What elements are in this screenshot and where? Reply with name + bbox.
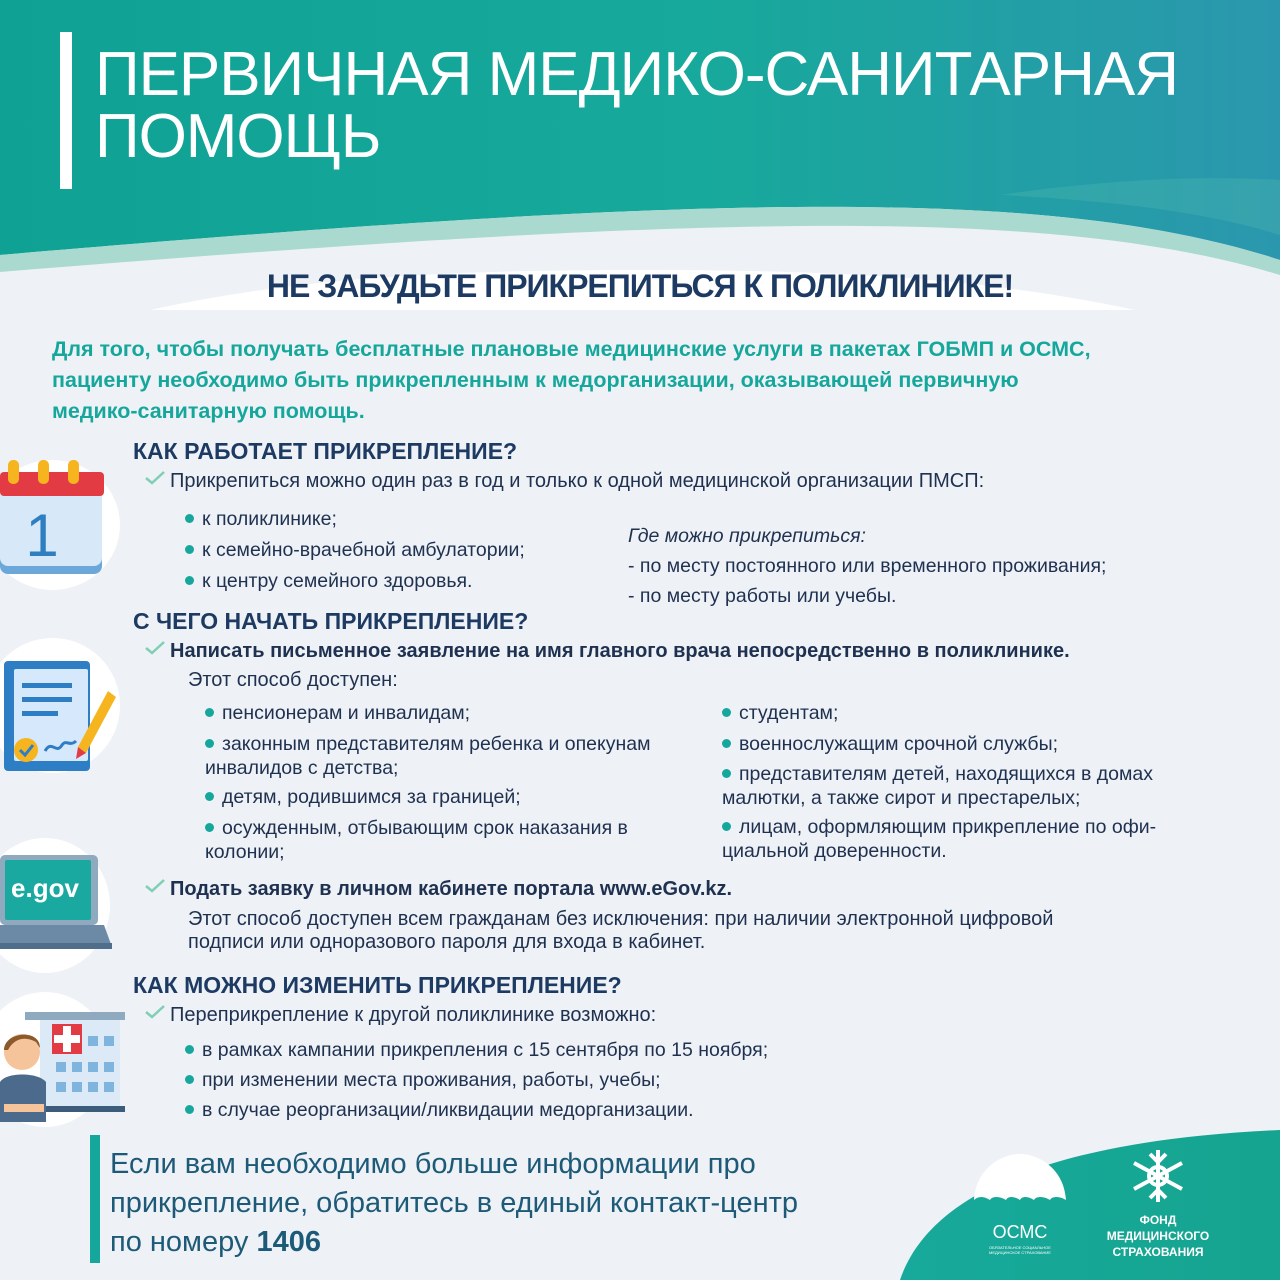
section2-left-list	[205, 701, 705, 864]
section2-sub2: Этот способ доступен всем гражданам без исключения: при наличии электронной цифровой подписи или одноразового пароля для входа в кабинет.	[188, 908, 1054, 953]
calendar-icon	[0, 460, 110, 580]
checkmark-icon	[145, 641, 165, 655]
bullet-icon	[185, 1045, 194, 1054]
bullet-icon	[722, 822, 731, 831]
section2-check-item	[145, 640, 1070, 663]
bullet-icon	[722, 739, 731, 748]
section1-heading: КАК РАБОТАЕТ ПРИКРЕПЛЕНИЕ?	[133, 438, 518, 464]
list-item-continued: малютки, а также сирот и престарелых;	[722, 787, 1081, 809]
list-item: осужденным, отбывающим срок наказания в	[205, 816, 705, 840]
bullet-icon	[205, 823, 214, 832]
contact-phone: 1406	[256, 1226, 321, 1258]
checkmark-icon	[145, 471, 165, 485]
list-item-continued: колонии;	[205, 841, 285, 863]
intro-paragraph	[52, 334, 1232, 427]
calendar-number: 1	[25, 502, 59, 569]
osms-logo-small-text: ОБЯЗАТЕЛЬНОЕ СОЦИАЛЬНОЕ МЕДИЦИНСКОЕ СТРАХОВАНИЕ	[989, 1245, 1051, 1255]
fund-snowflake-logo	[1128, 1148, 1188, 1204]
bullet-icon	[185, 1075, 194, 1084]
list-item: к центру семейного здоровья.	[185, 569, 525, 600]
list-item: представителям детей, находящихся в домах	[722, 762, 1222, 786]
bullet-icon	[205, 739, 214, 748]
section2-check-text: Написать письменное заявление на имя главного врача непосредственно в поликлинике.	[170, 640, 1070, 662]
where-list	[628, 554, 1106, 614]
bullet-icon	[185, 1105, 194, 1114]
section3-check-item	[145, 1004, 656, 1027]
bullet-icon	[185, 514, 194, 523]
list-item: детям, родившимся за границей;	[205, 785, 705, 816]
bullet-icon	[185, 576, 194, 585]
list-item: при изменении места проживания, работы, учебы;	[185, 1068, 768, 1098]
list-item: в случае реорганизации/ликвидации медорганизации.	[185, 1098, 768, 1128]
bullet-icon	[722, 708, 731, 717]
page-title-line2: ПОМОЩЬ	[95, 102, 381, 171]
list-item: студентам;	[722, 701, 1222, 732]
bullet-icon	[205, 708, 214, 717]
egov-laptop-icon	[0, 855, 112, 955]
fund-logo-text: ФОНД МЕДИЦИНСКОГО СТРАХОВАНИЯ	[1106, 1213, 1210, 1259]
bullet-icon	[205, 792, 214, 801]
checkmark-icon	[145, 1005, 165, 1019]
osms-logo-text: ОСМС	[992, 1222, 1048, 1242]
footer-contact-text: Если вам необходимо больше информации про прикрепление, обратитесь в единый контакт-центр по номеру 1406	[110, 1148, 798, 1258]
where-item: - по месту постоянного или временного проживания;	[628, 555, 1107, 577]
section2-right-list	[722, 701, 1222, 863]
section3-list	[185, 1038, 768, 1128]
list-item: пенсионерам и инвалидам;	[205, 701, 705, 732]
where-title: Где можно прикрепиться:	[628, 525, 866, 547]
osms-umbrella-logo	[972, 1150, 1068, 1205]
intro-line2: пациенту необходимо быть прикрепленным к медорганизации, оказывающей первичную	[52, 368, 1019, 392]
section2-sub: Этот способ доступен:	[188, 669, 398, 691]
intro-line1: Для того, чтобы получать бесплатные плановые медицинские услуги в пакетах ГОБМП и ОСМС,	[52, 337, 1091, 361]
list-item: лицам, оформляющим прикрепление по офи-	[722, 815, 1222, 839]
section1-check-item	[145, 470, 984, 493]
section2-check2-item	[145, 878, 732, 901]
list-item: военнослужащим срочной службы;	[722, 732, 1222, 762]
section2-heading: С ЧЕГО НАЧАТЬ ПРИКРЕПЛЕНИЕ?	[133, 608, 529, 634]
list-item: к поликлинике;	[185, 507, 525, 538]
footer-accent-bar	[90, 1135, 100, 1263]
checkmark-icon	[145, 879, 165, 893]
list-item-continued: циальной доверенности.	[722, 840, 947, 862]
page-title	[95, 40, 1179, 171]
egov-label: e.gov	[11, 873, 79, 903]
banner-heading: НЕ ЗАБУДЬТЕ ПРИКРЕПИТЬСЯ К ПОЛИКЛИНИКЕ!	[266, 268, 1014, 304]
title-accent-bar	[60, 32, 72, 189]
section1-check-text: Прикрепиться можно один раз в год и только к одной медицинской организации ПМСП:	[170, 470, 985, 492]
bullet-icon	[722, 769, 731, 778]
hospital-doctor-icon	[0, 1012, 125, 1122]
egov-link[interactable]: www.eGov.kz.	[599, 878, 733, 900]
where-item: - по месту работы или учебы.	[628, 585, 897, 607]
section3-check-text: Переприкрепление к другой поликлинике возможно:	[170, 1004, 657, 1026]
page-title-line1: ПЕРВИЧНАЯ МЕДИКО-САНИТАРНАЯ	[95, 40, 1179, 109]
document-icon	[0, 655, 120, 773]
list-item: в рамках кампании прикрепления с 15 сентября по 15 ноября;	[185, 1038, 768, 1068]
section2-check2-text: Подать заявку в личном кабинете портала	[170, 878, 600, 900]
list-item: законным представителям ребенка и опекунам	[205, 732, 705, 756]
list-item: к семейно-врачебной амбулатории;	[185, 538, 525, 569]
intro-line3: медико-санитарную помощь.	[52, 399, 365, 423]
section1-list	[185, 507, 525, 600]
list-item-continued: инвалидов с детства;	[205, 757, 399, 779]
section3-heading: КАК МОЖНО ИЗМЕНИТЬ ПРИКРЕПЛЕНИЕ?	[133, 972, 622, 998]
bullet-icon	[185, 545, 194, 554]
